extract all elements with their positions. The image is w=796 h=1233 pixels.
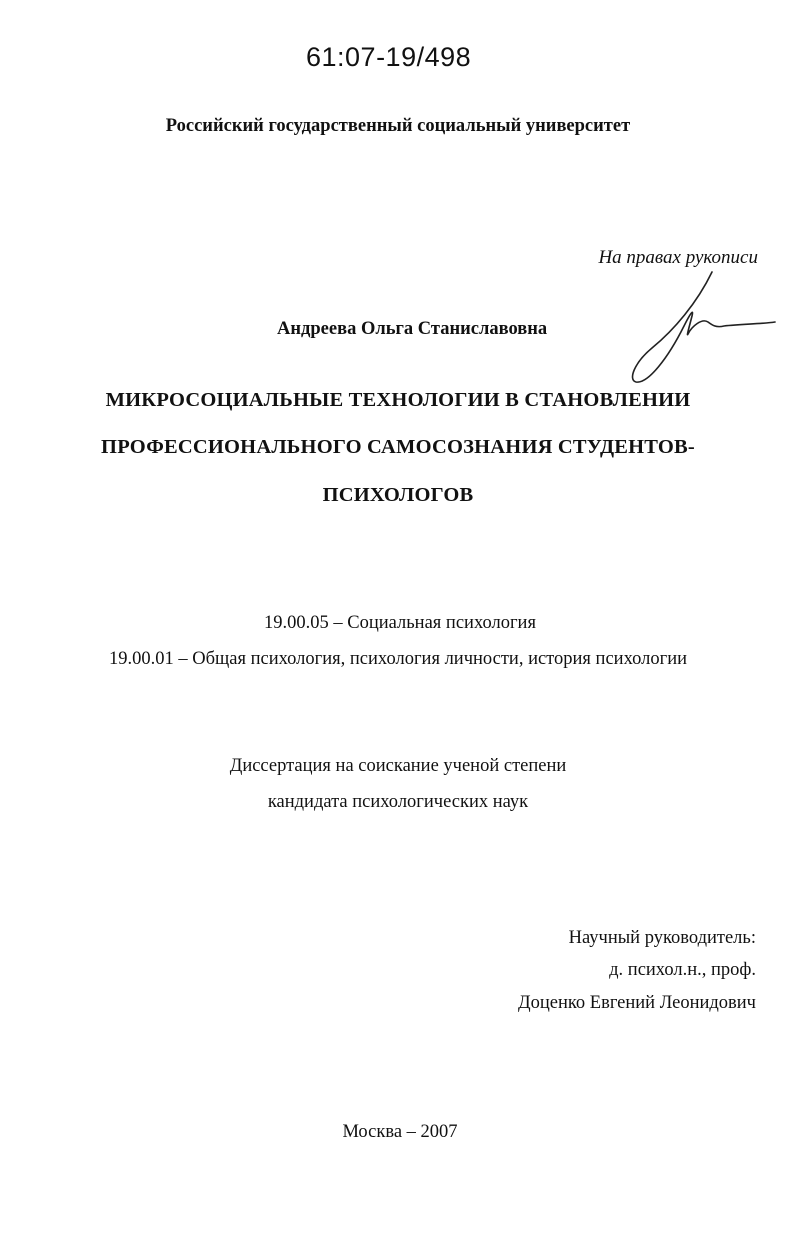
manuscript-note: На правах рукописи — [598, 247, 758, 268]
specialty-1: 19.00.05 – Социальная психология — [264, 613, 536, 633]
degree-line-1: Диссертация на соискание ученой степени — [229, 756, 567, 776]
title-line-2: ПРОФЕССИОНАЛЬНОГО САМОСОЗНАНИЯ СТУДЕНТОВ- — [101, 436, 695, 458]
city-year: Москва – 2007 — [342, 1122, 458, 1142]
title-line-1: МИКРОСОЦИАЛЬНЫЕ ТЕХНОЛОГИИ В СТАНОВЛЕНИИ — [105, 389, 691, 411]
signature-icon — [612, 268, 787, 388]
advisor-degree: д. психол.н., проф. — [609, 960, 756, 980]
university-name: Российский государственный социальный университет — [165, 116, 631, 136]
title-line-3: ПСИХОЛОГОВ — [322, 484, 474, 506]
degree-line-2: кандидата психологических наук — [267, 792, 529, 812]
specialty-2: 19.00.01 – Общая психология, психология личности, история психологии — [109, 649, 687, 669]
advisor-name: Доценко Евгений Леонидович — [517, 993, 756, 1013]
archive-code-stamp: 61:07-19/498 — [306, 42, 472, 72]
advisor-heading: Научный руководитель: — [568, 928, 756, 948]
author-name: Андреева Ольга Станиславовна — [277, 319, 548, 339]
